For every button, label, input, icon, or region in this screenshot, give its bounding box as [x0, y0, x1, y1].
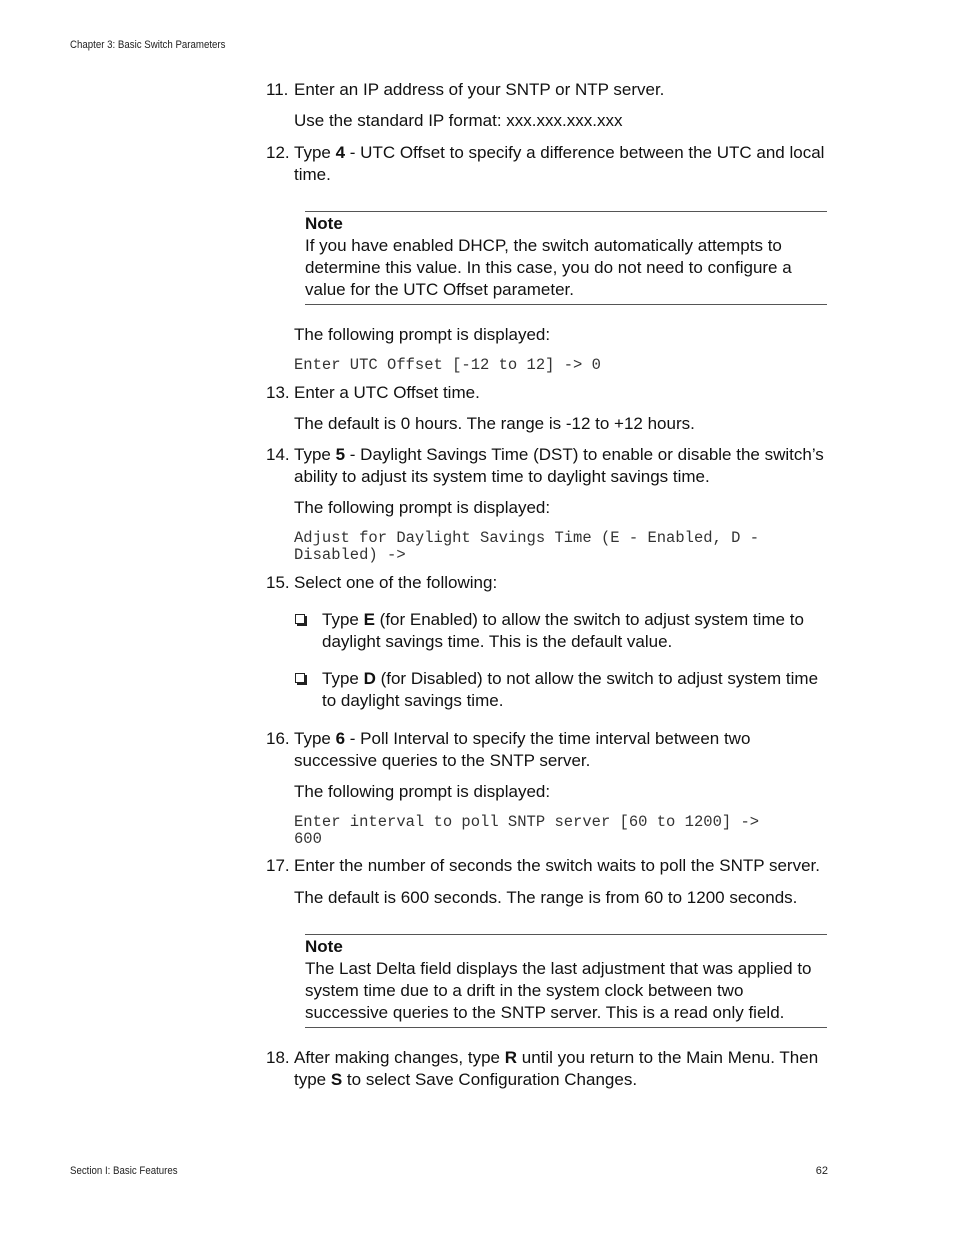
step-11	[266, 79, 831, 101]
option-text	[322, 668, 831, 712]
text-segment: Type	[322, 669, 364, 688]
option-enabled	[294, 609, 831, 653]
step-17	[266, 855, 831, 877]
step-text	[294, 444, 831, 488]
step-number: 14.	[266, 445, 290, 464]
text-segment: After making changes, type	[294, 1048, 505, 1067]
step-text	[294, 1047, 831, 1091]
checkbox-bullet-icon	[295, 673, 305, 683]
prompt-label: The following prompt is displayed:	[294, 782, 551, 801]
ip-format-paragraph: Use the standard IP format: xxx.xxx.xxx.xxx	[294, 111, 623, 130]
text-segment: until you return to the Main Menu. Then type	[294, 1048, 819, 1089]
key-bold: 5	[335, 445, 346, 464]
text-segment: - UTC Offset to specify a difference between the UTC and local time.	[294, 143, 825, 184]
running-footer: Section I: Basic Features	[70, 1165, 178, 1177]
step-16	[266, 728, 831, 772]
text-segment: Type	[294, 445, 336, 464]
text-segment: (for Disabled) to not allow the switch to adjust system time to daylight savings time.	[322, 669, 819, 710]
step-text: Enter the number of seconds the switch waits to poll the SNTP server.	[294, 856, 820, 875]
step-text: Enter a UTC Offset time.	[294, 383, 480, 402]
text-segment: (for Enabled) to allow the switch to adjust system time to daylight savings time. This is the default value.	[322, 610, 804, 651]
prompt-label: The following prompt is displayed:	[294, 325, 551, 344]
text-segment: Type	[294, 729, 336, 748]
step-13	[266, 382, 831, 404]
note-box	[305, 934, 827, 1028]
text-segment: - Daylight Savings Time (DST) to enable or disable the switch’s ability to adjust its system time to daylight savings time.	[294, 445, 824, 486]
checkbox-bullet-icon	[295, 614, 305, 624]
note-title: Note	[305, 214, 343, 233]
page-number: 62	[815, 1165, 828, 1177]
step-number: 17.	[266, 856, 290, 875]
step-14	[266, 444, 831, 488]
text-segment: - Poll Interval to specify the time interval between two successive queries to the SNTP server.	[294, 729, 751, 770]
step-number: 11.	[266, 80, 289, 99]
key-bold: S	[330, 1070, 343, 1089]
step-text	[294, 728, 831, 772]
step-number: 12.	[266, 143, 290, 162]
code-prompt-utc: Enter UTC Offset [-12 to 12] -> 0	[294, 356, 601, 374]
text-segment: to select Save Configuration Changes.	[342, 1070, 638, 1089]
text-segment: Type	[294, 143, 336, 162]
key-bold: D	[363, 669, 376, 688]
running-header: Chapter 3: Basic Switch Parameters	[70, 39, 226, 51]
poll-default-paragraph: The default is 600 seconds. The range is from 60 to 1200 seconds.	[294, 888, 798, 907]
step-text	[294, 142, 831, 186]
step-12	[266, 142, 831, 186]
key-bold: E	[363, 610, 375, 629]
step-number: 16.	[266, 729, 290, 748]
note-body: If you have enabled DHCP, the switch automatically attempts to determine this value. In this case, you do not need to configure a value for the UTC Offset parameter.	[305, 236, 792, 299]
option-text	[322, 609, 831, 653]
code-prompt-poll: Enter interval to poll SNTP server [60 to 1200] -> 600	[294, 813, 760, 848]
option-disabled	[294, 668, 831, 712]
key-bold: R	[504, 1048, 518, 1067]
step-text: Enter an IP address of your SNTP or NTP server.	[294, 80, 665, 99]
step-number: 13.	[266, 383, 290, 402]
utc-default-paragraph: The default is 0 hours. The range is -12 to +12 hours.	[294, 414, 695, 433]
key-bold: 4	[335, 143, 346, 162]
step-number: 18.	[266, 1048, 290, 1067]
step-number: 15.	[266, 573, 290, 592]
note-body: The Last Delta field displays the last adjustment that was applied to system time due to a drift in the system clock between two successive queries to the SNTP server. This is a read only field.	[305, 959, 812, 1022]
prompt-label: The following prompt is displayed:	[294, 498, 551, 517]
step-18	[266, 1047, 831, 1091]
step-15	[266, 572, 831, 594]
note-box	[305, 211, 827, 305]
step-text: Select one of the following:	[294, 573, 498, 592]
text-segment: Type	[322, 610, 364, 629]
code-prompt-dst: Adjust for Daylight Savings Time (E - Enabled, D - Disabled) ->	[294, 529, 760, 564]
note-title: Note	[305, 937, 343, 956]
key-bold: 6	[335, 729, 346, 748]
